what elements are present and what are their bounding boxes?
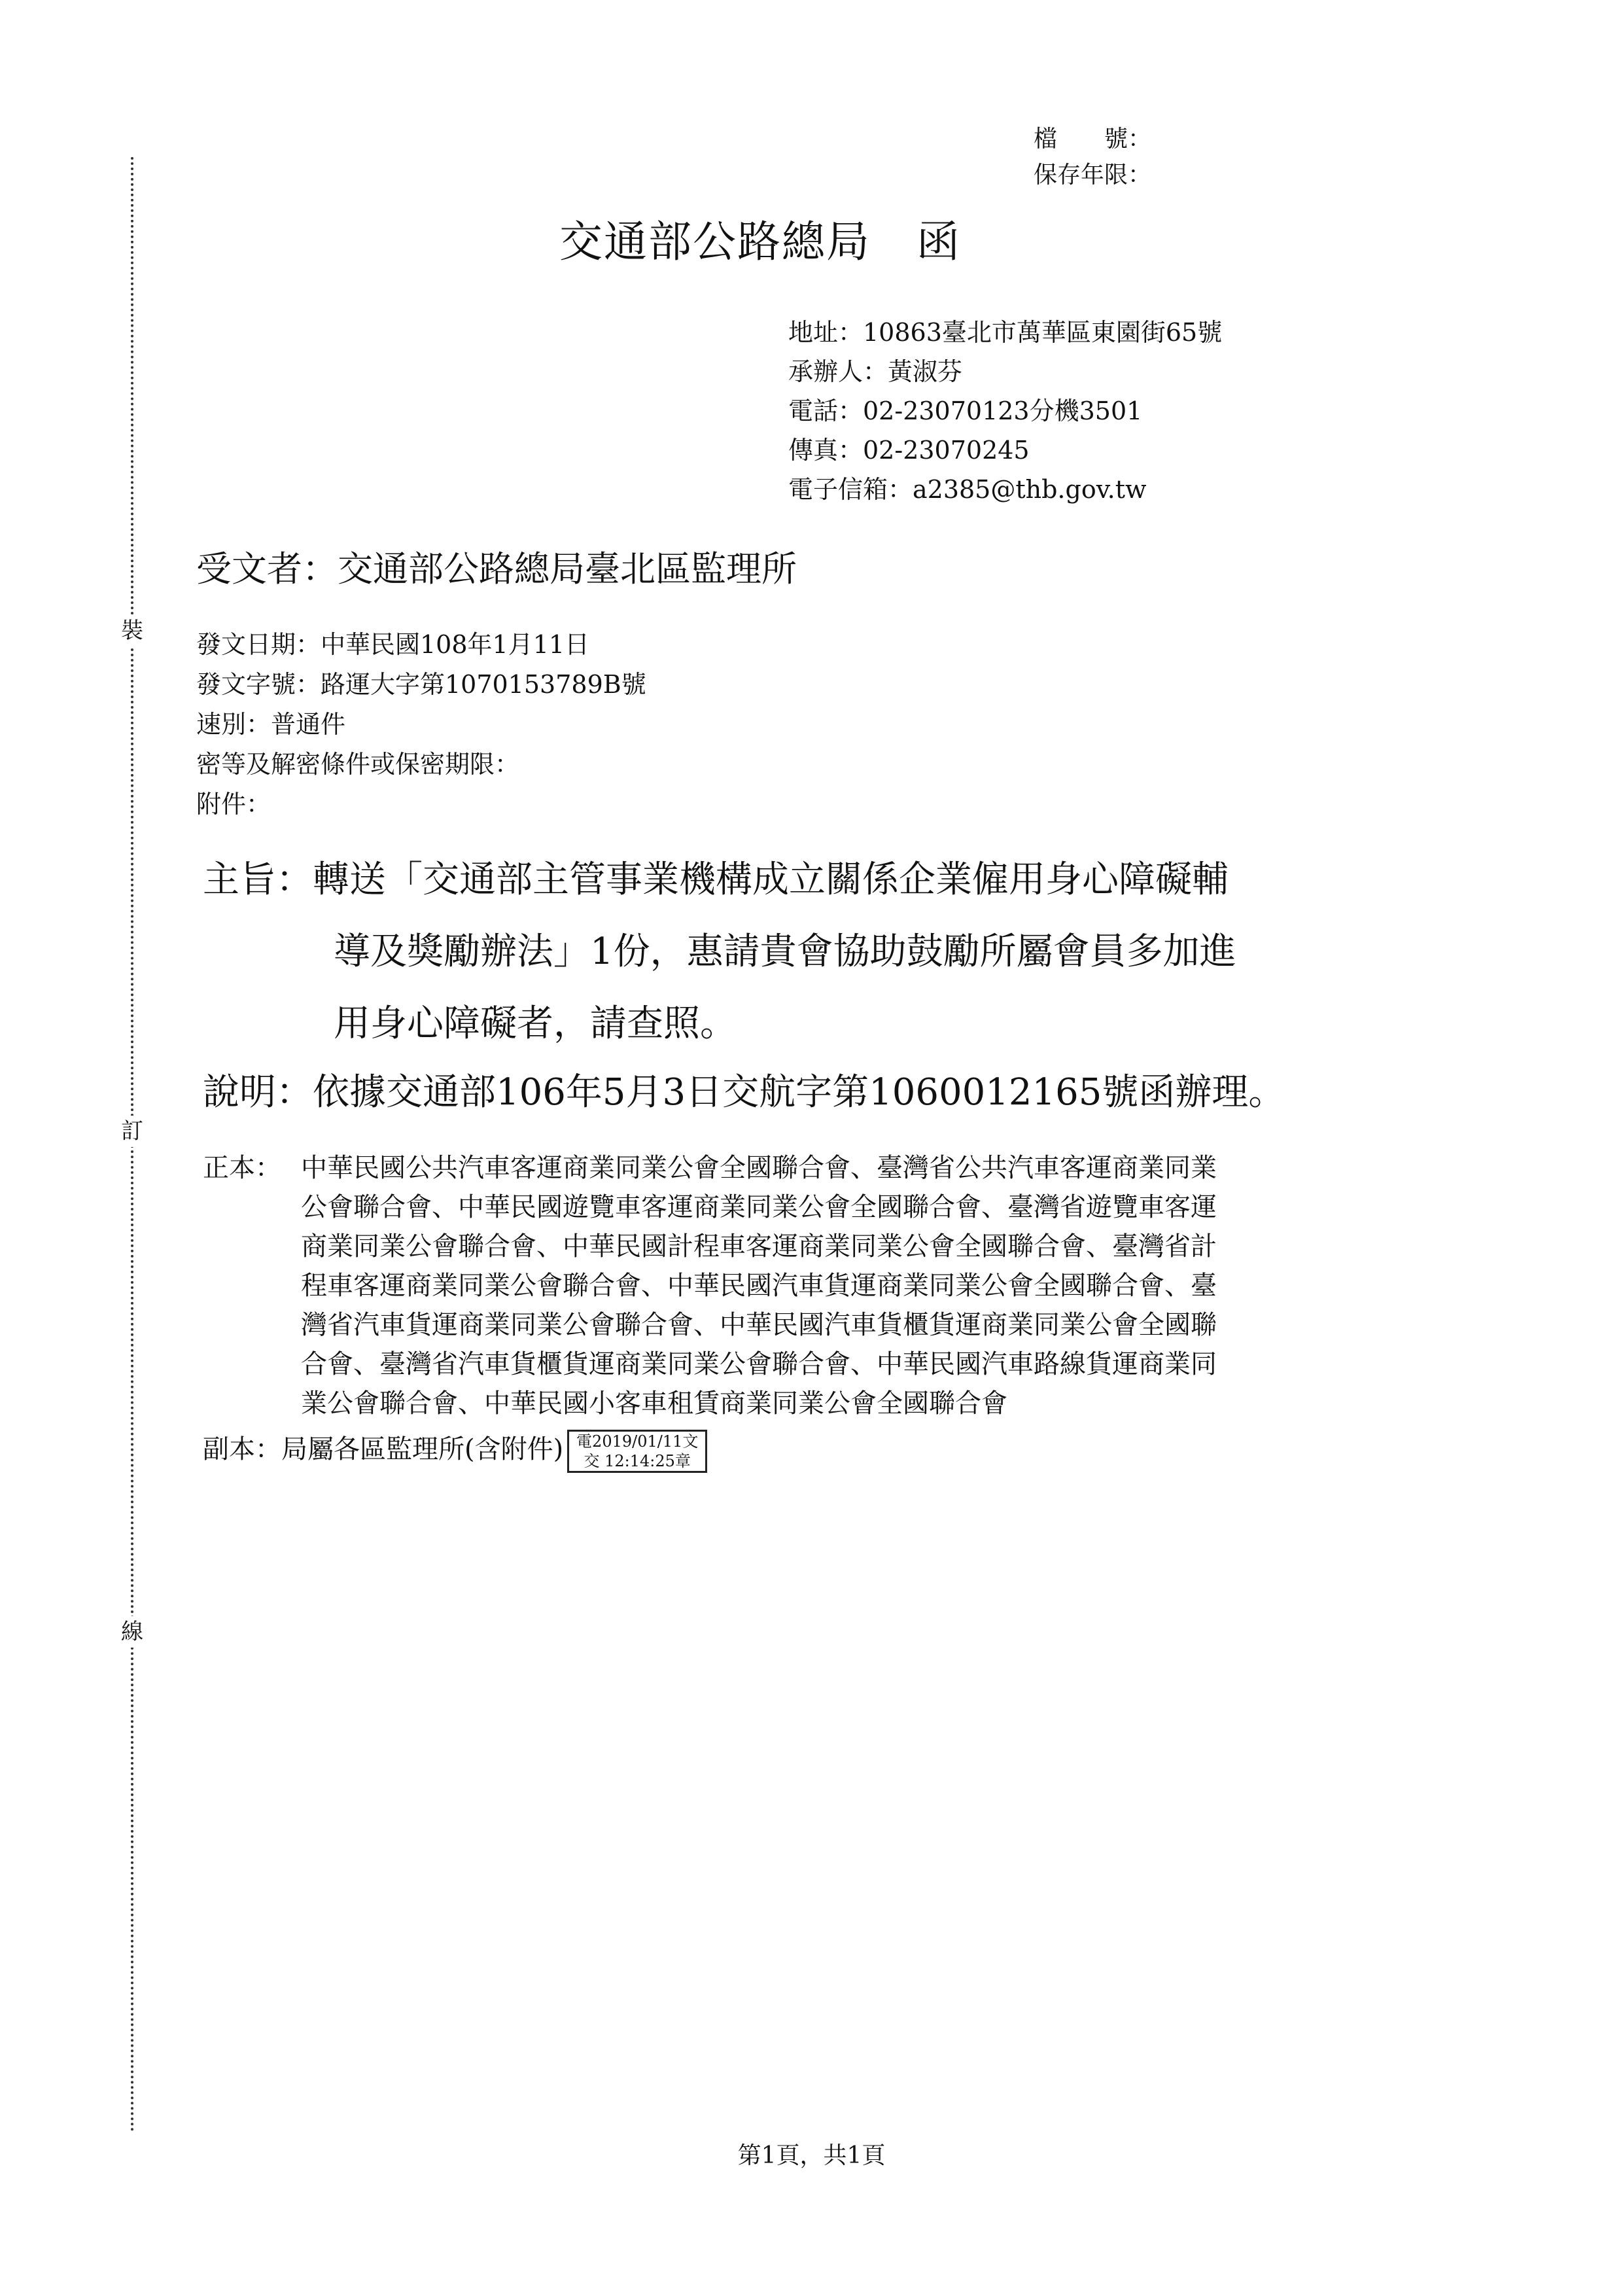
main-recipients-label: 正本： <box>203 1153 281 1183</box>
meta-ref-no: 發文字號：路運大字第1070153789B號 <box>196 670 646 699</box>
stamp-line-2: 交 12:14:25章 <box>584 1452 691 1470</box>
binding-char-xian: 線 <box>118 1616 147 1648</box>
file-number-label: 檔 號： <box>1034 126 1152 152</box>
subject-line-1: 主旨：轉送「交通部主管事業機構成立關係企業僱用身心障礙輔 <box>203 858 1229 901</box>
copy-text: 局屬各區監理所(含附件) <box>281 1434 564 1464</box>
subject-line-2: 導及獎勵辦法」1份，惠請貴會協助鼓勵所屬會員多加進 <box>334 930 1236 973</box>
distribution-block <box>203 1148 1433 1423</box>
exchange-stamp <box>567 1430 707 1473</box>
title-doc-type: 函 <box>916 217 961 267</box>
stamp-line-1: 電2019/01/11文 <box>576 1432 699 1451</box>
contact-block <box>788 313 1222 509</box>
title-agency: 交通部公路總局 <box>559 217 871 267</box>
subject-line-3: 用身心障礙者，請查照。 <box>334 1002 737 1045</box>
contact-phone: 電話：02-23070123分機3501 <box>788 397 1143 425</box>
file-info <box>1034 121 1151 193</box>
main-recipients-line: 業公會聯合會、中華民國小客車租賃商業同業公會全國聯合會 <box>301 1388 1007 1419</box>
main-recipients-line: 灣省汽車貨運商業同業公會聯合會、中華民國汽車貨櫃貨運商業同業公會全國聯 <box>301 1310 1217 1340</box>
main-recipients-line: 商業同業公會聯合會、中華民國計程車客運商業同業公會全國聯合會、臺灣省計 <box>301 1231 1217 1262</box>
meta-block <box>196 625 646 824</box>
meta-attachment: 附件： <box>196 790 271 819</box>
meta-speed: 速別：普通件 <box>196 710 346 739</box>
contact-handler: 承辦人：黃淑芬 <box>788 357 963 386</box>
contact-fax: 傳真：02-23070245 <box>788 436 1030 465</box>
document-title <box>559 213 961 272</box>
meta-security: 密等及解密條件或保密期限： <box>196 750 520 779</box>
page-number: 第1頁，共1頁 <box>737 2142 886 2169</box>
copy-recipients <box>203 1430 707 1473</box>
recipient: 受文者：交通部公路總局臺北區監理所 <box>196 548 797 590</box>
main-recipients-line: 程車客運商業同業公會聯合會、中華民國汽車貨運商業同業公會全國聯合會、臺 <box>301 1271 1217 1301</box>
contact-email: 電子信箱：a2385@thb.gov.tw <box>788 475 1147 504</box>
main-recipients-line: 公會聯合會、中華民國遊覽車客運商業同業公會全國聯合會、臺灣省遊覽車客運 <box>301 1192 1217 1222</box>
retention-label: 保存年限： <box>1034 162 1152 188</box>
main-recipients-line: 合會、臺灣省汽車貨櫃貨運商業同業公會聯合會、中華民國汽車路線貨運商業同 <box>301 1349 1217 1379</box>
copy-label: 副本： <box>203 1434 281 1464</box>
main-recipients <box>203 1148 1433 1423</box>
subject-block <box>203 844 1400 1060</box>
binding-char-zhuang: 裝 <box>118 615 147 646</box>
binding-char-ding: 訂 <box>118 1116 147 1147</box>
meta-date: 發文日期：中華民國108年1月11日 <box>196 630 590 659</box>
contact-address: 地址：10863臺北市萬華區東園街65號 <box>788 318 1223 347</box>
main-recipients-line: 中華民國公共汽車客運商業同業公會全國聯合會、臺灣省公共汽車客運商業同業 <box>301 1153 1217 1183</box>
explanation: 說明：依據交通部106年5月3日交航字第1060012165號函辦理。 <box>203 1071 1285 1114</box>
